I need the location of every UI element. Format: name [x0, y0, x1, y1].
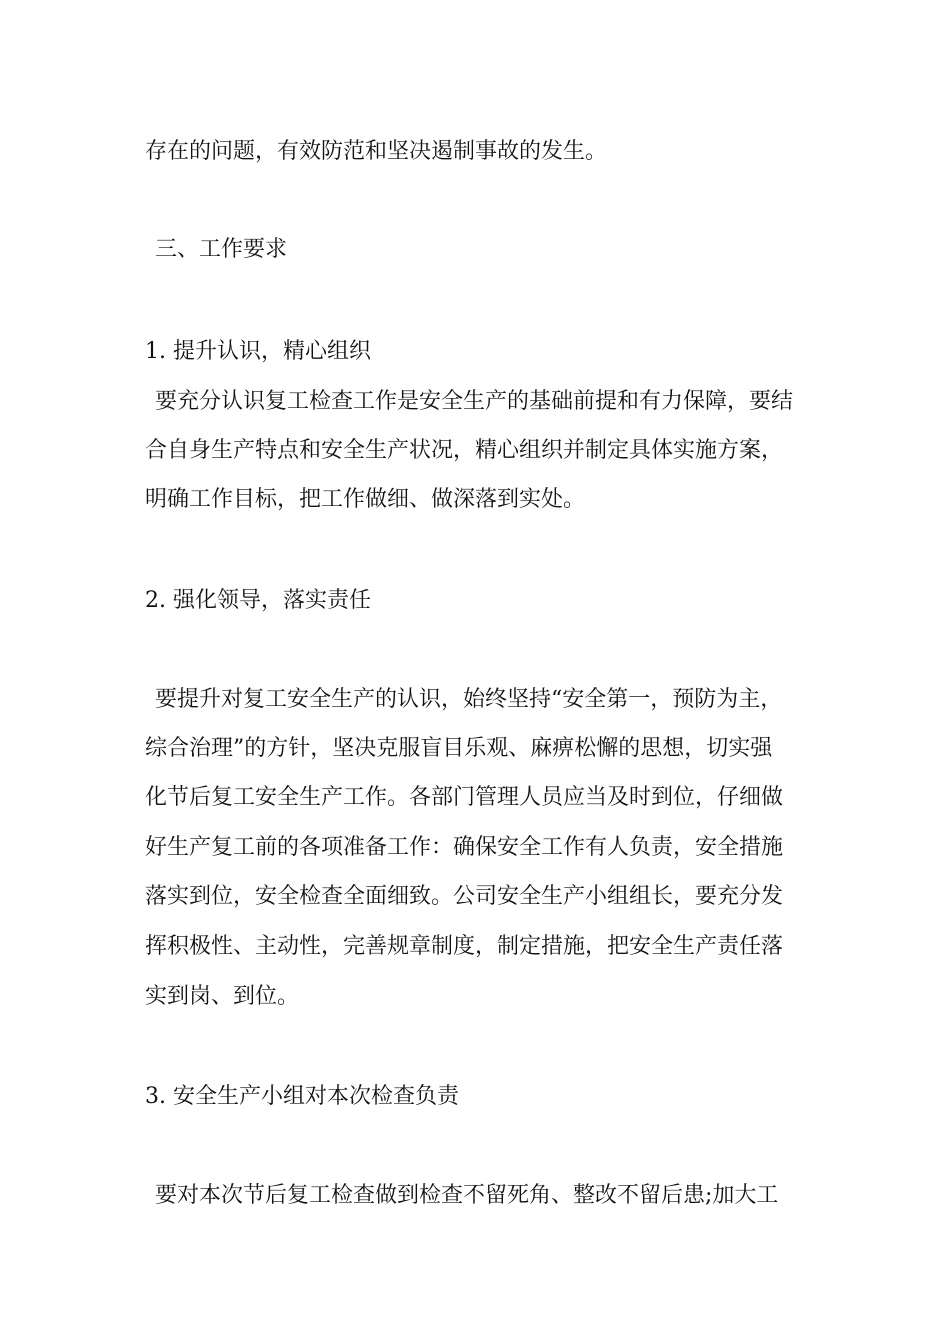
section-heading: 三、工作要求	[155, 237, 288, 262]
paragraph-line: 明确工作目标，把工作做细、做深落到实处。	[145, 487, 586, 512]
paragraph-line: 落实到位，安全检查全面细致。公司安全生产小组组长，要充分发	[145, 884, 784, 909]
paragraph-line: 实到岗、到位。	[145, 984, 300, 1009]
paragraph-line: 挥积极性、主动性，完善规章制度，制定措施，把安全生产责任落	[145, 934, 784, 959]
paragraph-line: 要提升对复工安全生产的认识，始终坚持“安全第一，预防为主，	[155, 687, 783, 712]
paragraph-line: 好生产复工前的各项准备工作：确保安全工作有人负责，安全措施	[145, 835, 784, 860]
subsection-heading: 1. 提升认识，精心组织	[145, 339, 371, 364]
paragraph-line: 合自身生产特点和安全生产状况，精心组织并制定具体实施方案，	[145, 438, 784, 463]
subsection-heading: 3. 安全生产小组对本次检查负责	[145, 1084, 459, 1109]
paragraph-line: 综合治理”的方针，坚决克服盲目乐观、麻痹松懈的思想，切实强	[145, 736, 773, 761]
subsection-heading: 2. 强化领导，落实责任	[145, 588, 371, 613]
paragraph-line: 要充分认识复工检查工作是安全生产的基础前提和有力保障，要结	[155, 389, 794, 414]
paragraph-line: 要对本次节后复工检查做到检查不留死角、整改不留后患;加大工	[155, 1183, 779, 1208]
paragraph-line: 存在的问题，有效防范和坚决遏制事故的发生。	[145, 139, 608, 164]
paragraph-line: 化节后复工安全生产工作。各部门管理人员应当及时到位，仔细做	[145, 785, 784, 810]
